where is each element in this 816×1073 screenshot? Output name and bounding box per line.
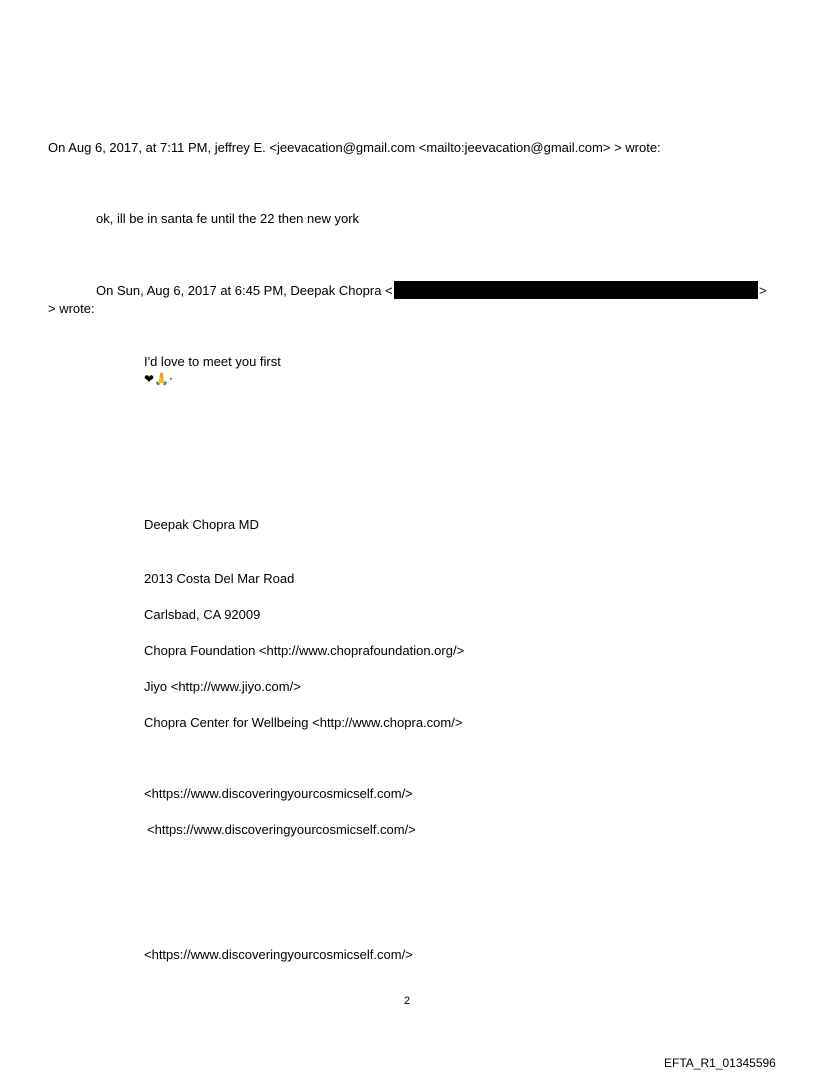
signature-link-jiyo[interactable]: Jiyo <http://www.jiyo.com/> <box>144 679 301 694</box>
cosmic-self-link[interactable]: <https://www.discoveringyourcosmicself.com/> <box>147 822 416 837</box>
outer-email-header: On Aug 6, 2017, at 7:11 PM, jeffrey E. <jeevacation@gmail.com <mailto:jeevacation@gmail.com> > wrote: <box>48 140 661 155</box>
cosmic-self-link[interactable]: <https://www.discoveringyourcosmicself.com/> <box>144 786 413 801</box>
signature-link-foundation[interactable]: Chopra Foundation <http://www.choprafoundation.org/> <box>144 643 465 658</box>
signature-address-city: Carlsbad, CA 92009 <box>144 607 261 622</box>
cosmic-self-link[interactable]: <https://www.discoveringyourcosmicself.com/> <box>144 947 413 962</box>
bates-number: EFTA_R1_01345596 <box>664 1056 776 1070</box>
reply-body-text: ok, ill be in santa fe until the 22 then new york <box>96 211 360 226</box>
inner-body-text: I'd love to meet you first <box>144 354 281 369</box>
heart-pray-emoji-icon: ❤︎🙏· <box>144 372 173 386</box>
inner-header-end: > <box>759 283 767 298</box>
page-number: 2 <box>404 995 411 1007</box>
signature-address-street: 2013 Costa Del Mar Road <box>144 571 295 586</box>
signature-link-chopra-center[interactable]: Chopra Center for Wellbeing <http://www.chopra.com/> <box>144 715 463 730</box>
inner-header-wrap: > wrote: <box>48 301 95 316</box>
inner-email-header <box>96 283 393 299</box>
redaction-block <box>394 281 758 299</box>
signature-name: Deepak Chopra MD <box>144 517 259 532</box>
inner-header-start: On Sun, Aug 6, 2017 at 6:45 PM, Deepak Chopra < <box>96 283 393 298</box>
